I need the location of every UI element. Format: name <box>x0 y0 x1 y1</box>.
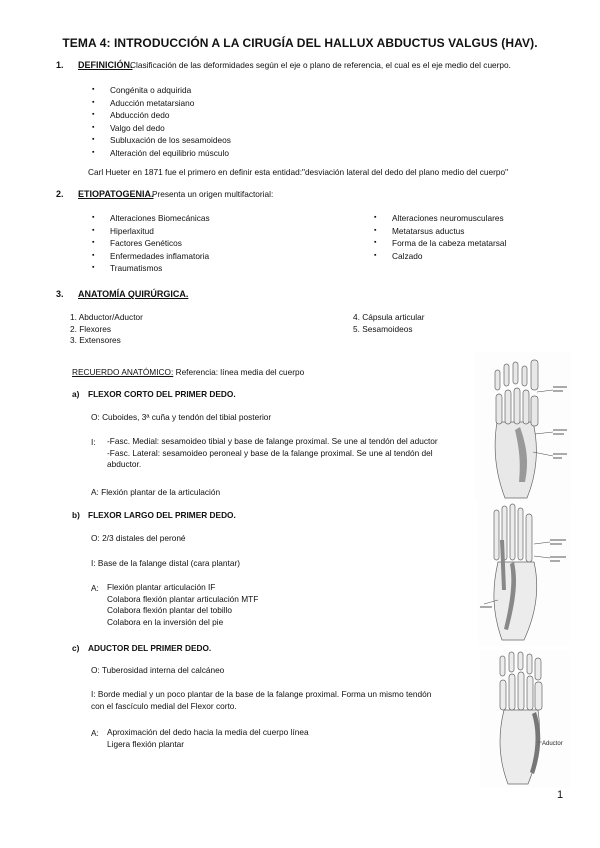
insertion-text <box>107 436 438 471</box>
subsection-heading: FLEXOR CORTO DEL PRIMER DEDO. <box>88 389 236 399</box>
action-text: A: Flexión plantar de la articulación <box>91 487 221 497</box>
action-line: Aproximación del dedo hacia la media del cuerpo línea <box>107 727 309 737</box>
list-item: 4. Cápsula articular <box>353 312 425 322</box>
list-item: 2. Flexores <box>70 323 112 334</box>
list-item: ▪ Calzado <box>374 250 506 263</box>
list-item: ▪ Hiperlaxitud <box>92 225 210 238</box>
foot-illustration-flexor-largo <box>478 500 570 646</box>
section-anatomia <box>56 289 296 301</box>
section-heading: ANATOMÍA QUIRÚRGICA. <box>78 289 189 299</box>
origin-text: O: Tuberosidad interna del calcáneo <box>91 665 225 675</box>
section-intro: Clasificación de las deformidades según el eje o plano de referencia, el cual es el eje medio del cuerpo. <box>130 60 511 70</box>
section-intro: Presenta un origen multifactorial: <box>152 189 274 199</box>
action-key: A: <box>91 583 99 593</box>
list-item: ▪ Alteraciones Biomecánicas <box>92 212 210 225</box>
insertion-text: I: Base de la falange distal (cara plantar) <box>91 558 240 568</box>
causes-list-left <box>92 212 210 275</box>
anatomy-list-left <box>70 312 143 347</box>
action-key: A: <box>91 728 99 738</box>
insertion-line: I: Borde medial y un poco plantar de la base de la falange proximal. Forma un mismo tendón <box>91 689 432 699</box>
page-number: 1 <box>557 789 564 801</box>
insertion-line: con el fascículo medial del Flexor corto. <box>91 700 237 711</box>
figure-label: Aductor <box>542 741 563 747</box>
action-line: Flexión plantar articulación IF <box>107 582 216 592</box>
action-line: Ligera flexión plantar <box>107 738 185 749</box>
list-item: ▪ Traumatismos <box>92 262 210 275</box>
recuerdo-label: RECUERDO ANATÓMICO: <box>72 367 174 377</box>
insertion-line: -Fasc. Medial: sesamoideo tibial y base de falange proximal. Se une al tendón del aductor <box>107 436 438 446</box>
section-heading: ETIOPATOGENIA. <box>78 189 154 199</box>
causes-list-right <box>374 212 506 262</box>
subsection-key: b) <box>72 510 80 520</box>
subsection-key: a) <box>72 389 80 399</box>
section-number: 1. <box>56 60 64 70</box>
history-note: Carl Hueter en 1871 fue el primero en definir esta entidad:"desviación lateral del dedo del plano medio del cuerpo" <box>88 167 509 177</box>
list-item: ▪ Aducción metatarsiano <box>92 97 231 110</box>
subsection-flexor-largo <box>72 510 372 522</box>
action-line: Colabora flexión plantar del tobillo <box>107 605 232 615</box>
insertion-line: -Fasc. Lateral: sesamoideo peroneal y base de la falange proximal. Se une al tendón del <box>107 447 433 458</box>
subsection-key: c) <box>72 643 80 653</box>
list-item: ▪ Enfermedades inflamatoria <box>92 250 210 263</box>
list-item: ▪ Congénita o adquirida <box>92 84 231 97</box>
subsection-heading: ADUCTOR DEL PRIMER DEDO. <box>88 643 212 653</box>
anatomy-list-right <box>353 312 424 335</box>
subsection-flexor-corto <box>72 389 372 401</box>
list-item: ▪ Abducción dedo <box>92 109 231 122</box>
action-list <box>107 727 309 750</box>
list-item: ▪ Valgo del dedo <box>92 122 231 135</box>
section-heading: DEFINICIÓN. <box>78 60 133 70</box>
list-item: 1. Abductor/Aductor <box>70 312 143 322</box>
recuerdo-text: Referencia: línea media del cuerpo <box>175 367 305 377</box>
section-number: 2. <box>56 189 64 199</box>
list-item: ▪ Alteración del equilibrio músculo <box>92 147 231 160</box>
action-list <box>107 582 258 628</box>
action-line: Colabora flexión plantar articulación MTF <box>107 593 259 604</box>
list-item: 5. Sesamoideos <box>353 323 413 334</box>
recuerdo-line <box>72 366 304 378</box>
foot-illustration-plantar <box>475 352 571 500</box>
subsection-heading: FLEXOR LARGO DEL PRIMER DEDO. <box>88 510 236 520</box>
foot-illustration-aductor <box>480 650 570 788</box>
action-line: Colabora en la inversión del pie <box>107 616 224 627</box>
page-title: TEMA 4: INTRODUCCIÓN A LA CIRUGÍA DEL HALLUX ABDUCTUS VALGUS (HAV). <box>62 36 538 50</box>
subsection-aductor <box>72 643 372 655</box>
insertion-key: I: <box>91 437 96 447</box>
list-item: ▪ Metatarsus aductus <box>374 225 506 238</box>
definition-list <box>92 84 231 160</box>
origin-text: O: 2/3 distales del peroné <box>91 533 186 543</box>
insertion-text <box>91 689 431 712</box>
section-number: 3. <box>56 289 64 299</box>
list-item: ▪ Subluxación de los sesamoideos <box>92 134 231 147</box>
origin-text: O: Cuboides, 3ª cuña y tendón del tibial posterior <box>91 412 272 422</box>
list-item: ▪ Alteraciones neuromusculares <box>374 212 506 225</box>
list-item: 3. Extensores <box>70 335 121 345</box>
list-item: ▪ Factores Genéticos <box>92 237 210 250</box>
list-item: ▪ Forma de la cabeza metatarsal <box>374 237 506 250</box>
insertion-line: abductor. <box>107 459 142 469</box>
